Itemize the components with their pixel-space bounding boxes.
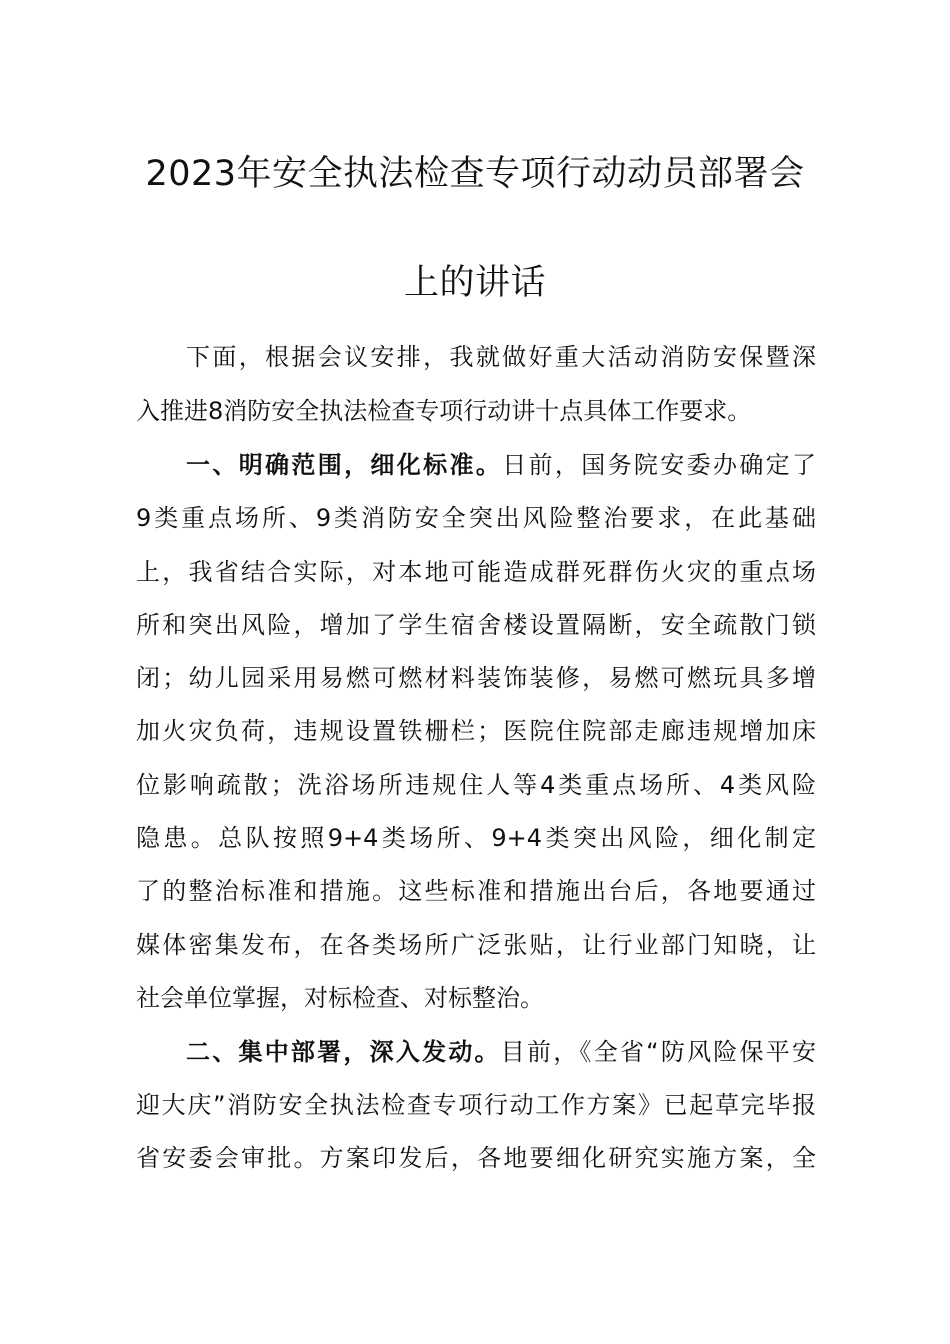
- section-heading: 一、明确范围，细化标准。: [186, 451, 503, 479]
- paragraph-line: [136, 501, 816, 535]
- paragraph-line: [136, 555, 816, 589]
- section-heading: 二、集中部署，深入发动。: [186, 1038, 501, 1066]
- line-text: 迎大庆”消防安全执法检查专项行动工作方案》已起草完毕报: [136, 1091, 816, 1119]
- paragraph-line: [136, 661, 816, 695]
- line-text: 加火灾负荷，违规设置铁栅栏；医院住院部走廊违规增加床: [136, 717, 816, 745]
- paragraph-line: [136, 874, 816, 908]
- page-title-line-1: 2023年安全执法检查专项行动动员部署会: [145, 154, 805, 194]
- page-title-line-2: 上的讲话: [403, 263, 546, 303]
- paragraph-line: [136, 608, 816, 642]
- paragraph-line: [136, 981, 816, 1015]
- paragraph-line: [136, 1088, 816, 1122]
- paragraph-line: [136, 821, 816, 855]
- line-text: 位影响疏散；洗浴场所违规住人等4类重点场所、4类风险: [136, 771, 816, 799]
- line-text: 下面，根据会议安排，我就做好重大活动消防安保暨深: [186, 343, 816, 371]
- paragraph-line: [136, 768, 816, 802]
- line-text: 社会单位掌握，对标检查、对标整治。: [136, 984, 544, 1012]
- line-text: 上，我省结合实际，对本地可能造成群死群伤火灾的重点场: [136, 558, 816, 586]
- paragraph-line: [186, 448, 816, 482]
- line-text: 媒体密集发布，在各类场所广泛张贴，让行业部门知晓，让: [136, 931, 816, 959]
- line-text: 入推进8消防安全执法检查专项行动讲十点具体工作要求。: [136, 397, 752, 425]
- line-text: 9类重点场所、9类消防安全突出风险整治要求，在此基础: [136, 504, 816, 532]
- line-text: 所和突出风险，增加了学生宿舍楼设置隔断，安全疏散门锁: [136, 611, 816, 639]
- line-text: 闭；幼儿园采用易燃可燃材料装饰装修，易燃可燃玩具多增: [136, 664, 816, 692]
- paragraph-line: [136, 928, 816, 962]
- line-text: 省安委会审批。方案印发后，各地要细化研究实施方案，全: [136, 1144, 816, 1172]
- line-text: 日前，国务院安委办确定了: [502, 451, 817, 479]
- line-text: 目前，《全省“防风险保平安: [500, 1038, 816, 1066]
- paragraph-line: [186, 1035, 816, 1069]
- line-text: 了的整治标准和措施。这些标准和措施出台后，各地要通过: [136, 877, 816, 905]
- paragraph-line: [136, 394, 816, 428]
- paragraph-line: [186, 340, 816, 374]
- paragraph-line: [136, 1141, 816, 1175]
- line-text: 隐患。总队按照9+4类场所、9+4类突出风险，细化制定: [136, 824, 816, 852]
- paragraph-line: [136, 714, 816, 748]
